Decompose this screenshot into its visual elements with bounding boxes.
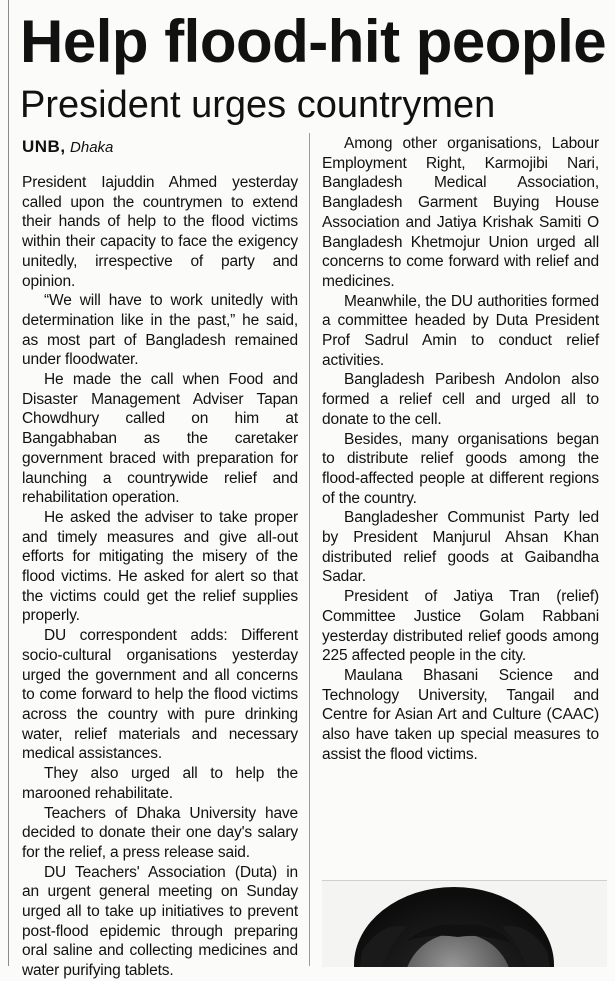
paragraph: They also urged all to help the marooned rehabilitate. (22, 765, 298, 802)
paragraph: Besides, many organisations began to distribute relief goods among the flood-affected people at different regions of the country. (322, 430, 599, 507)
paragraph: Bangladesh Paribesh Andolon also formed a relief cell and urged all to donate to the cell. (322, 371, 599, 428)
paragraph: He made the call when Food and Disaster Management Adviser Tapan Chowdhury called on him at Bangabhaban as the caretaker government braced with preparation for launching a countrywide relief and rehabilitation operation. (22, 371, 298, 507)
left-column (22, 173, 298, 981)
portrait-photo (322, 880, 607, 967)
right-column (322, 134, 599, 765)
paragraph: “We will have to work unitedly with determination like in the past,” he said, as most part of Bangladesh remained under floodwater. (22, 292, 298, 369)
paragraph: DU correspondent adds: Different socio-cultural organisations yesterday urged the government and all concerns to come forward to help the flood victims across the country with pure drinking water, relief materials and necessary medical assistances. (22, 627, 298, 763)
paragraph: Among other organisations, Labour Employment Right, Karmojibi Nari, Bangladesh Medical Association, Bangladesh Garment Buying House Association and Jatiya Krishak Samiti O Bangladesh Khetmojur Union urged all concerns to come forward with relief and medicines. (322, 135, 599, 290)
paragraph: Maulana Bhasani Science and Technology University, Tangail and Centre for Asian Art and Culture (CAAC) also have taken up special measures to assist the flood victims. (322, 666, 599, 763)
page-edge-rule (8, 0, 9, 966)
column-divider (309, 133, 310, 966)
headline: Help flood-hit people (20, 8, 607, 75)
portrait-photo-image (322, 881, 607, 967)
paragraph: Bangladesher Communist Party led by President Manjurul Ahsan Khan distributed relief goods at Gaibandha Sadar. (322, 509, 599, 586)
paragraph: Teachers of Dhaka University have decided to donate their one day's salary for the relief, a press release said. (22, 804, 298, 861)
paragraph: President of Jatiya Tran (relief) Committee Justice Golam Rabbani yesterday distributed relief goods among 225 affected people in the city. (322, 588, 599, 665)
byline-agency: UNB, (22, 137, 66, 156)
byline-place: Dhaka (70, 139, 114, 156)
paragraph: He asked the adviser to take proper and timely measures and give all-out efforts for mitigating the misery of the flood victims. He asked for alert so that the victims could get the relief supplies properly. (22, 508, 298, 625)
paragraph: Meanwhile, the DU authorities formed a committee headed by Duta President Prof Sadrul Amin to conduct relief activities. (322, 292, 599, 369)
paragraph: DU Teachers' Association (Duta) in an urgent general meeting on Sunday urged all to take up initiatives to prevent post-flood epidemic through preparing oral saline and collecting medicines and water purifying tablets. (22, 863, 298, 980)
subheadline: President urges countrymen (20, 84, 496, 126)
paragraph: President Iajuddin Ahmed yesterday called upon the countrymen to extend their hands of help to the flood victims within their capacity to face the exigency unitedly, irrespective of party and opinion. (22, 174, 298, 290)
byline (22, 136, 113, 159)
